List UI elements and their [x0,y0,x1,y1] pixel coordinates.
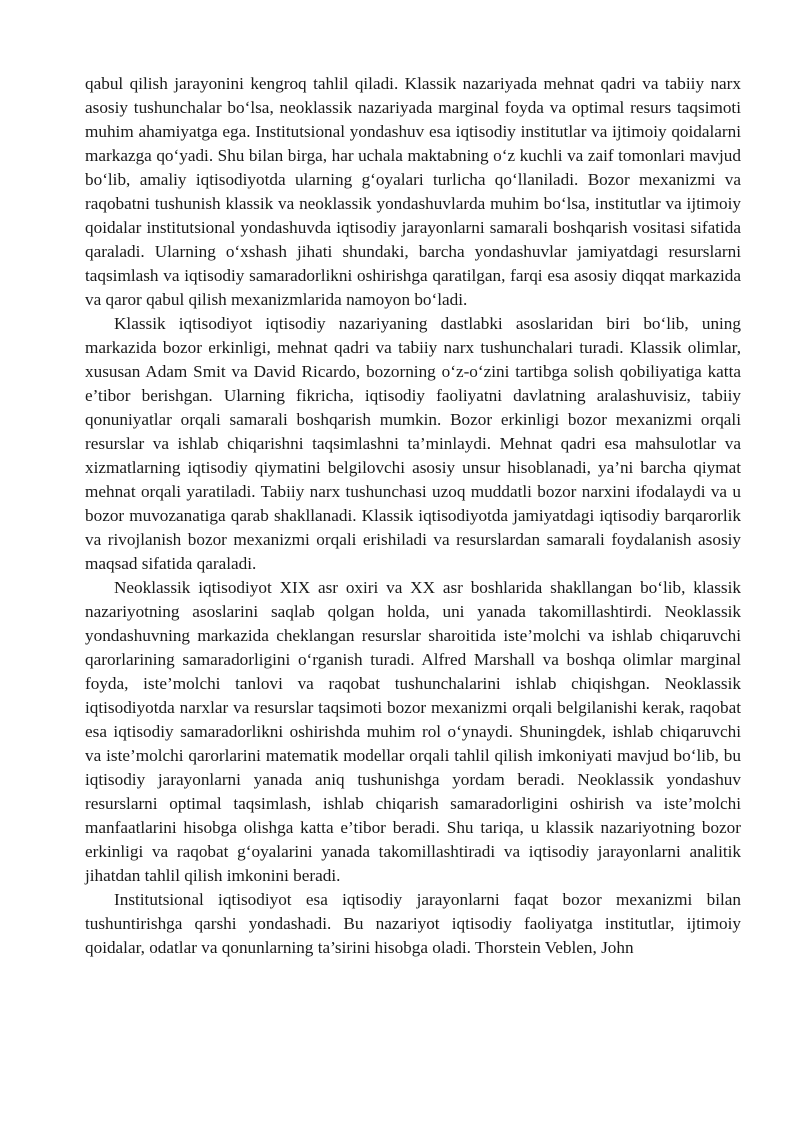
paragraph-neoclassical-economics: Neoklassik iqtisodiyot XIX asr oxiri va XX asr boshlarida shakllangan bo‘lib, klassik nazariyotning asoslarini saqlab qolgan holda, uni yanada takomillashtirdi. Neoklassik yondashuvning markazida cheklangan resurslar sharoitida iste’molchi va ishlab chiqaruvchi qarorlarining samaradorligini o‘rganish turadi. Alfred Marshall va boshqa olimlar marginal foyda, iste’molchi tanlovi va raqobat tushunchalarini ishlab chiqishgan. Neoklassik iqtisodiyotda narxlar va resurslar taqsimoti bozor mexanizmi orqali belgilanishi kerak, raqobat esa iqtisodiy samaradorlikni oshirishda muhim rol o‘ynaydi. Shuningdek, ishlab chiqaruvchi va iste’molchi qarorlarini matematik modellar orqali tahlil qilish imkoniyati mavjud bo‘lib, bu iqtisodiy jarayonlarni yanada aniq tushunishga yordam beradi. Neoklassik yondashuv resurslarni optimal taqsimlash, ishlab chiqarish samaradorligini oshirish va iste’molchi manfaatlarini hisobga olishga katta e’tibor beradi. Shu tariqa, u klassik nazariyotning bozor erkinligi va raqobat g‘oyalarini yanada takomillashtiradi va iqtisodiy jarayonlarni analitik jihatdan tahlil qilish imkonini beradi. [85,578,741,885]
document-page [85,72,741,960]
paragraph-classical-economics: Klassik iqtisodiyot iqtisodiy nazariyaning dastlabki asoslaridan biri bo‘lib, uning markazida bozor erkinligi, mehnat qadri va tabiiy narx tushunchalari turadi. Klassik olimlar, xususan Adam Smit va David Ricardo, bozorning o‘z-o‘zini tartibga solish qobiliyatiga katta e’tibor berishgan. Ularning fikricha, iqtisodiy faoliyatni davlatning aralashuvisiz, tabiiy qonuniyatlar orqali samarali boshqarish mumkin. Bozor erkinligi bozor mexanizmi orqali resurslar va ishlab chiqarishni taqsimlashni ta’minlaydi. Mehnat qadri esa mahsulotlar va xizmatlarning iqtisodiy qiymatini belgilovchi asosiy unsur hisoblanadi, ya’ni barcha qiymat mehnat orqali yaratiladi. Tabiiy narx tushunchasi uzoq muddatli bozor narxini ifodalaydi va u bozor muvozanatiga qarab shakllanadi. Klassik iqtisodiyotda jamiyatdagi iqtisodiy barqarorlik va rivojlanish bozor mexanizmi orqali erishiladi va resurslardan samarali foydalanish asosiy maqsad sifatida qaraladi. [85,314,741,573]
paragraph-continuation: qabul qilish jarayonini kengroq tahlil qiladi. Klassik nazariyada mehnat qadri va tabiiy narx asosiy tushunchalar bo‘lsa, neoklassik nazariyada marginal foyda va optimal resurs taqsimoti muhim ahamiyatga ega. Institutsional yondashuv esa iqtisodiy institutlar va ijtimoiy qoidalarni markazga qo‘yadi. Shu bilan birga, har uchala maktabning o‘z kuchli va zaif tomonlari mavjud bo‘lib, amaliy iqtisodiyotda ularning g‘oyalari turlicha qo‘llaniladi. Bozor mexanizmi va raqobatni tushunish klassik va neoklassik yondashuvlarda muhim bo‘lsa, institutlar va ijtimoiy qoidalar institutsional yondashuvda iqtisodiy jarayonlarni samarali boshqarish vositasi sifatida qaraladi. Ularning o‘xshash jihati shundaki, barcha yondashuvlar jamiyatdagi resurslarni taqsimlash va iqtisodiy samaradorlikni oshirishga qaratilgan, farqi esa asosiy diqqat markazida va qaror qabul qilish mexanizmlarida namoyon bo‘ladi. [85,74,741,309]
paragraph-institutional-economics: Institutsional iqtisodiyot esa iqtisodiy jarayonlarni faqat bozor mexanizmi bilan tushuntirishga qarshi yondashadi. Bu nazariyot iqtisodiy faoliyatga institutlar, ijtimoiy qoidalar, odatlar va qonunlarning ta’sirini hisobga oladi. Thorstein Veblen, John [85,890,741,957]
